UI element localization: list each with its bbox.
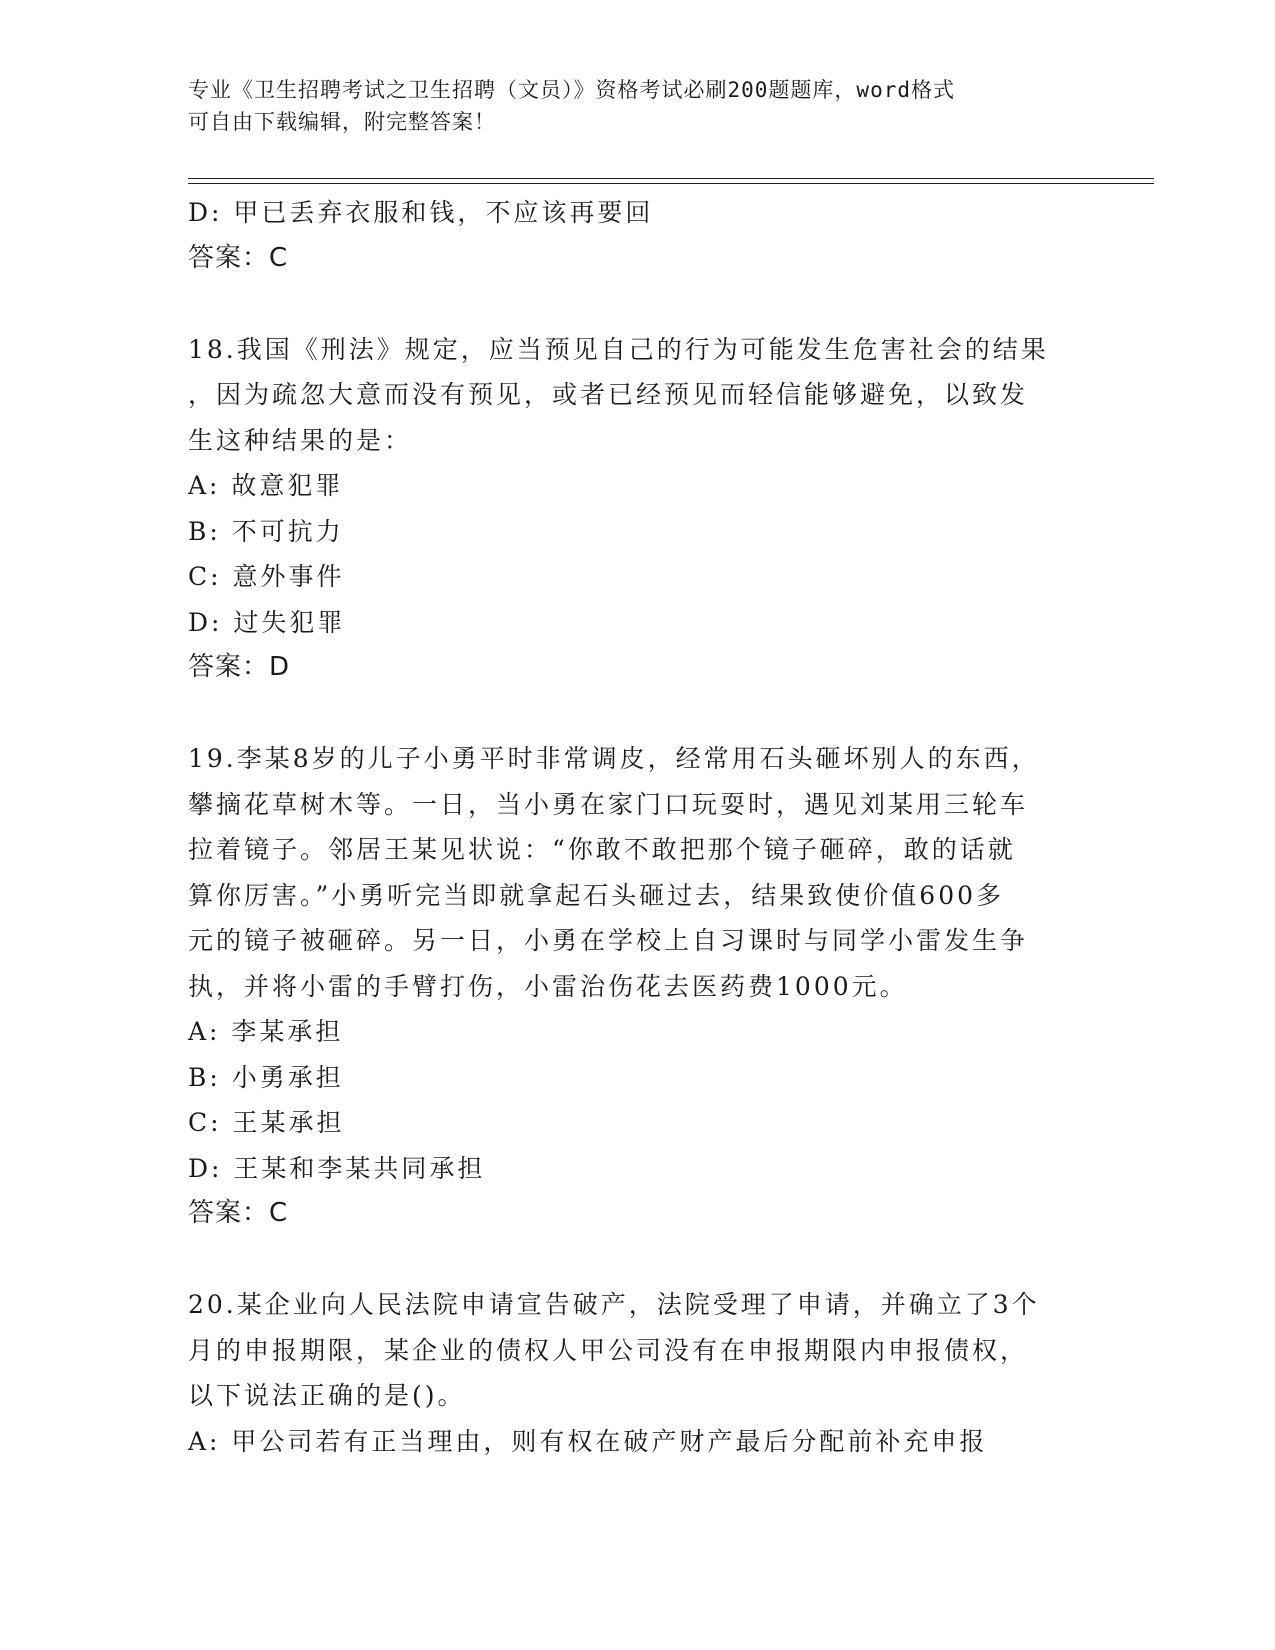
question-stem-line: ，因为疏忽大意而没有预见，或者已经预见而轻信能够避免，以致发 xyxy=(188,380,1029,409)
option-a: A: 故意犯罪 xyxy=(188,471,344,500)
header-title-line-2: 可自由下载编辑，附完整答案！ xyxy=(188,110,496,134)
question-20 xyxy=(188,1282,1068,1464)
question-stem-line: 生这种结果的是： xyxy=(188,425,413,455)
answer: 答案：C xyxy=(188,242,289,273)
question-stem-line: 月的申报期限，某企业的债权人甲公司没有在申报期限内申报债权， xyxy=(188,1335,1029,1365)
option-a: A: 甲公司若有正当理由，则有权在破产财产最后分配前补充申报 xyxy=(188,1426,988,1456)
option-d: D: 甲已丢弃衣服和钱，不应该再要回 xyxy=(188,198,654,227)
document-header xyxy=(188,74,1068,138)
option-a: A: 李某承担 xyxy=(188,1017,344,1046)
option-d: D: 王某和李某共同承担 xyxy=(188,1153,486,1183)
option-d: D: 过失犯罪 xyxy=(188,607,346,637)
question-stem-line: 20.某企业向人民法院申请宣告破产，法院受理了申请，并确立了3个 xyxy=(188,1290,1040,1319)
answer: 答案：C xyxy=(188,1198,289,1228)
question-stem-line: 以下说法正确的是()。 xyxy=(188,1381,466,1410)
option-c: C: 意外事件 xyxy=(188,562,345,591)
question-stem-line: 拉着镜子。邻居王某见状说：“你敢不敢把那个镜子砸碎，敢的话就 xyxy=(188,835,1016,864)
header-divider-top xyxy=(188,178,1154,179)
document-body xyxy=(188,190,1068,1464)
spacer xyxy=(188,1237,1068,1283)
question-stem-line: 元的镜子被砸碎。另一日，小勇在学校上自习课时与同学小雷发生争 xyxy=(188,926,1029,955)
question-stem-line: 算你厉害。”小勇听完当即就拿起石头砸过去，结果致使价值600多 xyxy=(188,880,1005,910)
header-divider-bottom xyxy=(188,183,1154,184)
option-c: C: 王某承担 xyxy=(188,1108,345,1137)
question-19 xyxy=(188,736,1068,1237)
question-stem-line: 攀摘花草树木等。一日，当小勇在家门口玩耍时，遇见刘某用三轮车 xyxy=(188,789,1029,819)
question-stem-line: 19.李某8岁的儿子小勇平时非常调皮，经常用石头砸坏别人的东西， xyxy=(188,744,1040,773)
header-title-line-1: 专业《卫生招聘考试之卫生招聘（文员）》资格考试必刷200题题库，word格式 xyxy=(188,78,955,102)
question-18 xyxy=(188,327,1068,691)
option-b: B: 不可抗力 xyxy=(188,516,344,546)
option-b: B: 小勇承担 xyxy=(188,1062,344,1092)
spacer xyxy=(188,281,1068,327)
answer: 答案：D xyxy=(188,652,291,682)
spacer xyxy=(188,691,1068,737)
question-stem-line: 执，并将小雷的手臂打伤，小雷治伤花去医药费1000元。 xyxy=(188,971,908,1001)
question-17 xyxy=(188,190,1068,281)
question-stem-line: 18.我国《刑法》规定，应当预见自己的行为可能发生危害社会的结果 xyxy=(188,334,1049,364)
